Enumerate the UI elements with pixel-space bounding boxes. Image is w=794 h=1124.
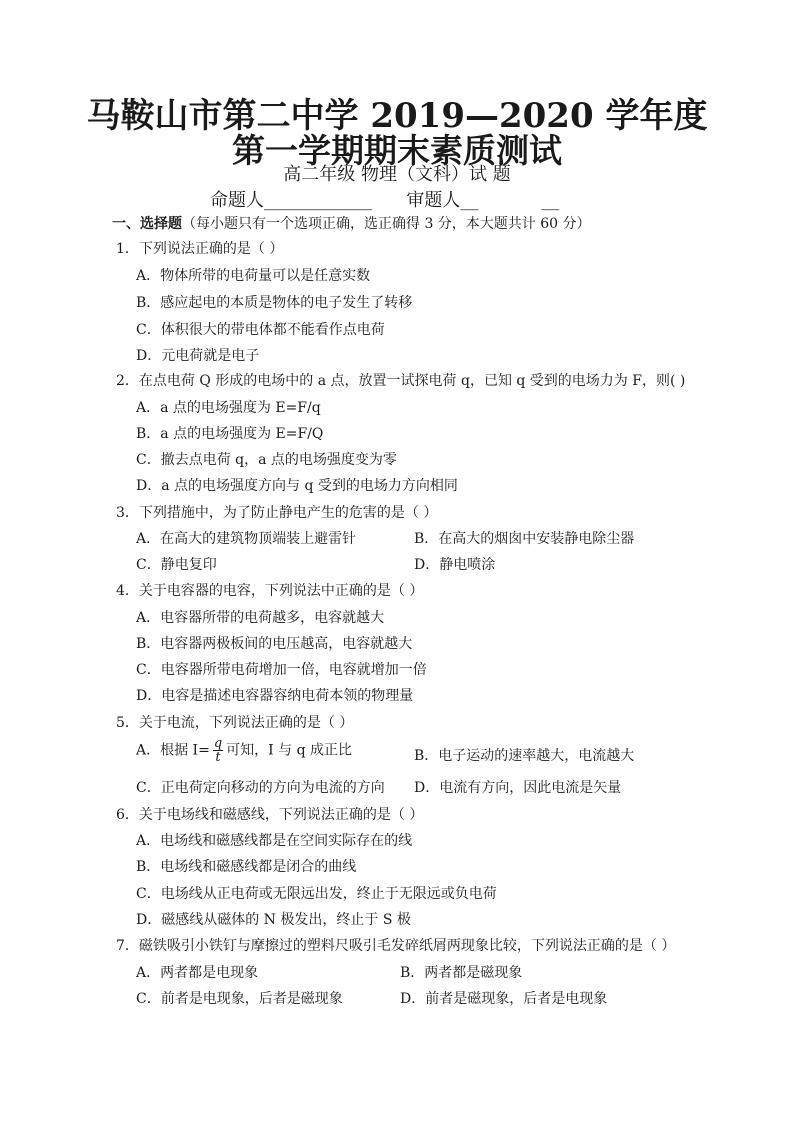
option: B．在高大的烟囱中安装静电除尘器 [414,531,635,547]
question-stem: 6．关于电场线和磁感线，下列说法正确的是（ ） [116,807,424,823]
option: B．a 点的电场强度为 E=F/Q [136,426,324,442]
option: B．电子运动的速率越大，电流越大 [414,748,635,764]
question-stem: 3．下列措施中，为了防止静电产生的危害的是（ ） [116,505,438,521]
option: C．电容器所带电荷增加一倍，电容就增加一倍 [136,662,427,678]
option: D．磁感线从磁体的 N 极发出，终止于 S 极 [136,912,411,928]
exam-subtitle: 高二年级 物理（文科）试 题 [283,164,511,185]
question-stem: 1．下列说法正确的是（ ） [116,241,284,257]
fraction-denominator: t [215,750,221,765]
option: C．正电荷定向移动的方向为电流的方向 [136,780,385,796]
option: C．撤去点电荷 q，a 点的电场强度变为零 [136,452,397,468]
option: B．感应起电的本质是物体的电子发生了转移 [136,295,413,311]
option: D．静电喷涂 [414,557,496,573]
question-stem: 2．在点电荷 Q 形成的电场中的 a 点，放置一试探电荷 q，已知 q 受到的电场力为 F，则( ) [116,373,686,389]
question-stem: 4．关于电容器的电容，下列说法中正确的是（ ） [116,583,424,599]
option: A．电容器所带的电荷越多，电容就越大 [136,610,385,626]
option-with-formula [136,737,352,764]
option-text: 可知，I 与 q 成正比 [226,742,352,759]
option: D．前者是磁现象，后者是电现象 [400,991,608,1007]
section-note: （每小题只有一个选项正确，选正确得 3 分，本大题共计 60 分） [182,216,591,232]
exam-title-line2: 第一学期期末素质测试 [232,131,562,170]
option: C．电场线从正电荷或无限远出发，终止于无限远或负电荷 [136,886,497,902]
option: B．电容器两极板间的电压越高，电容就越大 [136,636,413,652]
option: C．前者是电现象，后者是磁现象 [136,991,343,1007]
option: B．电场线和磁感线都是闭合的曲线 [136,859,357,875]
option: A．两者都是电现象 [136,965,259,981]
option: C．体积很大的带电体都不能看作点电荷 [136,322,385,338]
option: D．a 点的电场强度方向与 q 受到的电场力方向相同 [136,478,458,494]
section-label: 一、选择题 [112,216,182,232]
option: D．电容是描述电容器容纳电荷本领的物理量 [136,688,414,704]
option: A．电场线和磁感线都是在空间实际存在的线 [136,833,413,849]
question-stem: 5．关于电流，下列说法正确的是（ ） [116,715,354,731]
section-header [112,213,591,233]
fraction-formula [213,737,223,764]
option: C．静电复印 [136,557,217,573]
option: D．电流有方向，因此电流是矢量 [414,780,622,796]
option: D．元电荷就是电子 [136,348,260,364]
fraction-numerator: q [213,736,223,751]
option: A．a 点的电场强度为 E=F/q [136,400,321,416]
option: A．在高大的建筑物顶端装上避雷针 [136,531,357,547]
question-stem: 7．磁铁吸引小铁钉与摩擦过的塑料尺吸引毛发碎纸屑两现象比较，下列说法正确的是（ ） [116,938,676,954]
option: B．两者都是磁现象 [400,965,523,981]
option: A．物体所带的电荷量可以是任意实数 [136,268,371,284]
exam-title-line1: 马鞍山市第二中学 2019—2020 学年度 [86,96,708,136]
option-text: A．根据 I= [136,742,210,759]
author-reviewer-line: 命题人____________ 审题人__ __ [210,190,560,211]
